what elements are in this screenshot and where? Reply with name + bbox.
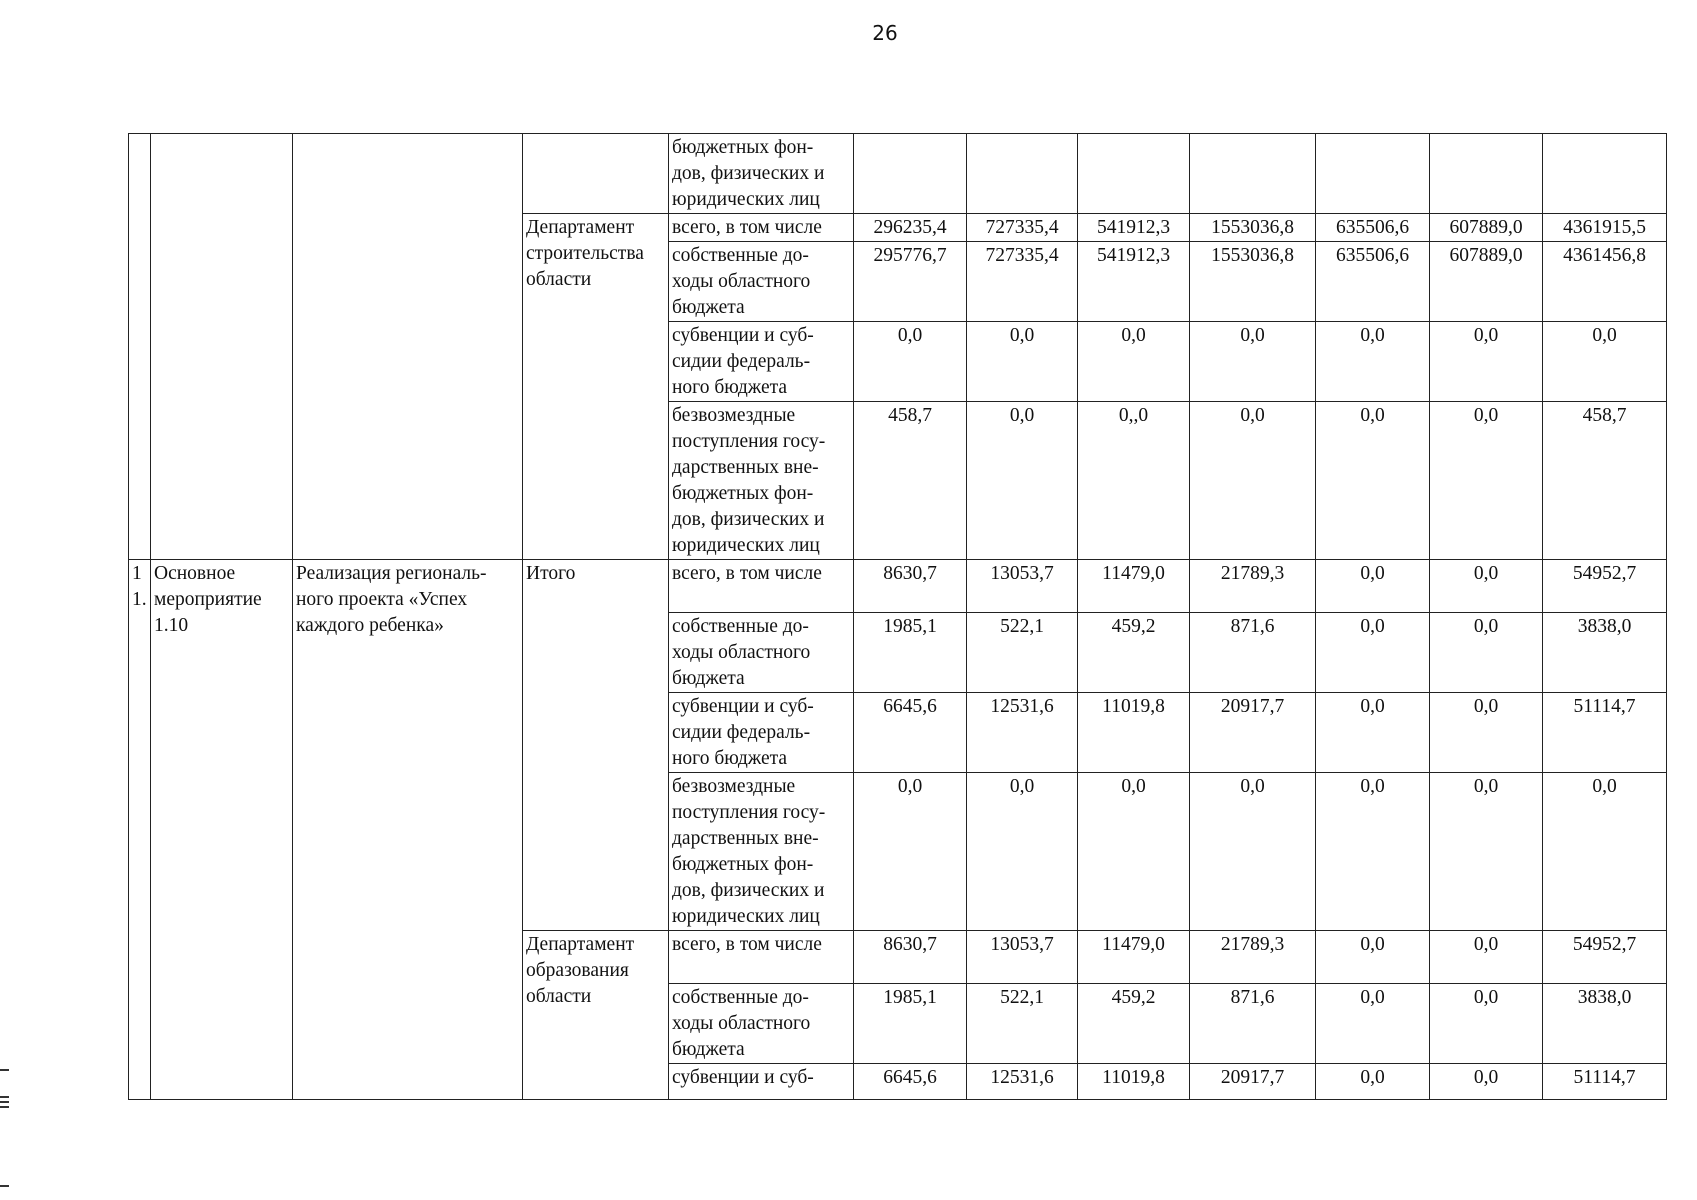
page-number: 26 [872, 21, 898, 45]
value-cell [854, 134, 967, 214]
value-cell: 6645,6 [854, 693, 967, 773]
value-cell: 607889,0 [1430, 214, 1543, 242]
value-cell: 871,6 [1190, 984, 1316, 1064]
value-cell: 0,0 [1430, 322, 1543, 402]
scan-mark [0, 1106, 9, 1108]
executor-cell: Департамент образования области [523, 931, 669, 1100]
funding-source-cell: всего, в том числе [669, 931, 854, 984]
funding-source-cell: бюджетных фон- дов, физических и юридических лиц [669, 134, 854, 214]
funding-source-cell: собственные до- ходы областного бюджета [669, 984, 854, 1064]
value-cell [1430, 134, 1543, 214]
value-cell: 0,0 [1430, 984, 1543, 1064]
value-cell: 541912,3 [1078, 242, 1190, 322]
value-cell: 459,2 [1078, 613, 1190, 693]
value-cell: 458,7 [1543, 402, 1667, 560]
value-cell: 51114,7 [1543, 1064, 1667, 1100]
value-cell [1190, 134, 1316, 214]
value-cell [1316, 134, 1430, 214]
funding-source-cell: безвозмездные поступления госу- дарственных вне- бюджетных фон- дов, физических и юридических лиц [669, 402, 854, 560]
value-cell: 20917,7 [1190, 1064, 1316, 1100]
value-cell: 3838,0 [1543, 984, 1667, 1064]
measure-description: Реализация региональ- ного проекта «Успех каждого ребенка» [293, 560, 523, 1100]
value-cell: 0,0 [967, 402, 1078, 560]
value-cell: 8630,7 [854, 560, 967, 613]
value-cell: 12531,6 [967, 1064, 1078, 1100]
value-cell: 51114,7 [1543, 693, 1667, 773]
value-cell: 0,0 [967, 322, 1078, 402]
value-cell: 1553036,8 [1190, 242, 1316, 322]
row-number: 11. [129, 560, 151, 1100]
value-cell: 0,,0 [1078, 402, 1190, 560]
value-cell: 11019,8 [1078, 1064, 1190, 1100]
value-cell [967, 134, 1078, 214]
measure-title: Основное мероприятие 1.10 [151, 560, 293, 1100]
value-cell: 20917,7 [1190, 693, 1316, 773]
value-cell: 0,0 [854, 773, 967, 931]
value-cell: 11019,8 [1078, 693, 1190, 773]
value-cell: 522,1 [967, 613, 1078, 693]
value-cell: 3838,0 [1543, 613, 1667, 693]
value-cell: 635506,6 [1316, 214, 1430, 242]
value-cell: 11479,0 [1078, 560, 1190, 613]
value-cell: 0,0 [1430, 560, 1543, 613]
scan-mark [0, 1101, 9, 1103]
table-row [129, 134, 1667, 214]
value-cell: 0,0 [1316, 613, 1430, 693]
value-cell: 1985,1 [854, 984, 967, 1064]
value-cell: 0,0 [854, 322, 967, 402]
value-cell: 0,0 [1543, 773, 1667, 931]
value-cell: 522,1 [967, 984, 1078, 1064]
funding-source-cell: собственные до- ходы областного бюджета [669, 613, 854, 693]
value-cell: 0,0 [1543, 322, 1667, 402]
value-cell: 0,0 [1316, 773, 1430, 931]
scan-mark [0, 1069, 9, 1071]
value-cell: 727335,4 [967, 242, 1078, 322]
value-cell: 0,0 [1190, 402, 1316, 560]
row-number [129, 134, 151, 560]
value-cell: 0,0 [1430, 402, 1543, 560]
value-cell: 0,0 [1078, 322, 1190, 402]
scan-mark [0, 1096, 9, 1098]
executor-cell [523, 134, 669, 214]
value-cell: 0,0 [1430, 773, 1543, 931]
value-cell: 459,2 [1078, 984, 1190, 1064]
value-cell: 21789,3 [1190, 560, 1316, 613]
value-cell: 0,0 [1190, 773, 1316, 931]
value-cell: 0,0 [1078, 773, 1190, 931]
value-cell: 0,0 [1316, 402, 1430, 560]
measure-title [151, 134, 293, 560]
value-cell: 0,0 [1430, 931, 1543, 984]
value-cell: 635506,6 [1316, 242, 1430, 322]
funding-source-cell: субвенции и суб- сидии федераль- ного бюджета [669, 693, 854, 773]
value-cell: 871,6 [1190, 613, 1316, 693]
value-cell: 0,0 [1316, 1064, 1430, 1100]
scan-mark [0, 1185, 9, 1187]
value-cell: 1553036,8 [1190, 214, 1316, 242]
value-cell: 13053,7 [967, 560, 1078, 613]
value-cell: 296235,4 [854, 214, 967, 242]
value-cell: 607889,0 [1430, 242, 1543, 322]
value-cell: 458,7 [854, 402, 967, 560]
value-cell: 1985,1 [854, 613, 967, 693]
value-cell: 54952,7 [1543, 560, 1667, 613]
funding-source-cell: субвенции и суб- сидии федераль- ного бюджета [669, 322, 854, 402]
value-cell: 0,0 [1190, 322, 1316, 402]
value-cell: 0,0 [1430, 693, 1543, 773]
value-cell: 0,0 [1316, 984, 1430, 1064]
value-cell: 4361915,5 [1543, 214, 1667, 242]
value-cell: 727335,4 [967, 214, 1078, 242]
value-cell: 0,0 [967, 773, 1078, 931]
executor-cell: Итого [523, 560, 669, 931]
value-cell: 0,0 [1316, 322, 1430, 402]
value-cell: 54952,7 [1543, 931, 1667, 984]
value-cell: 541912,3 [1078, 214, 1190, 242]
value-cell: 6645,6 [854, 1064, 967, 1100]
value-cell: 0,0 [1430, 1064, 1543, 1100]
table-row [129, 560, 1667, 613]
value-cell: 11479,0 [1078, 931, 1190, 984]
value-cell: 4361456,8 [1543, 242, 1667, 322]
funding-source-cell: субвенции и суб- [669, 1064, 854, 1100]
value-cell: 295776,7 [854, 242, 967, 322]
value-cell: 21789,3 [1190, 931, 1316, 984]
funding-source-cell: всего, в том числе [669, 214, 854, 242]
measure-description [293, 134, 523, 560]
value-cell: 0,0 [1430, 613, 1543, 693]
value-cell: 0,0 [1316, 560, 1430, 613]
funding-source-cell: всего, в том числе [669, 560, 854, 613]
value-cell [1543, 134, 1667, 214]
value-cell: 0,0 [1316, 693, 1430, 773]
funding-source-cell: собственные до- ходы областного бюджета [669, 242, 854, 322]
executor-cell: Департамент строительства области [523, 214, 669, 560]
value-cell: 0,0 [1316, 931, 1430, 984]
value-cell: 12531,6 [967, 693, 1078, 773]
value-cell [1078, 134, 1190, 214]
funding-source-cell: безвозмездные поступления госу- дарственных вне- бюджетных фон- дов, физических и юридических лиц [669, 773, 854, 931]
value-cell: 13053,7 [967, 931, 1078, 984]
value-cell: 8630,7 [854, 931, 967, 984]
budget-table [128, 133, 1667, 1100]
